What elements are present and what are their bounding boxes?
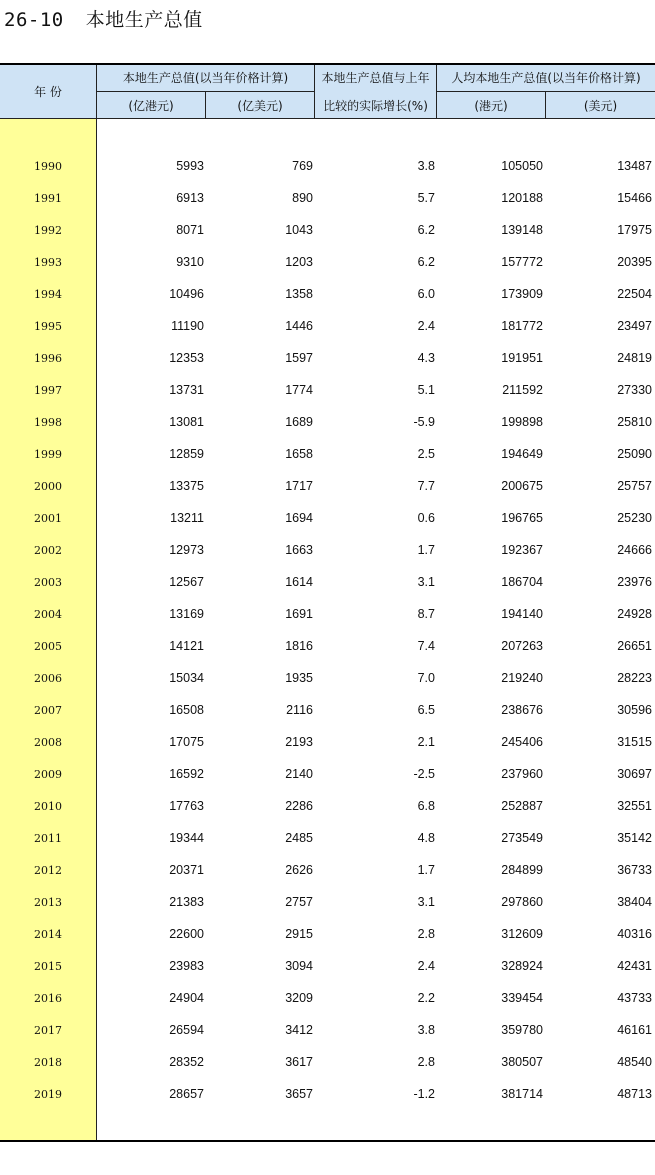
row-year: 1997 — [34, 384, 62, 397]
table-row — [0, 285, 655, 305]
cell-percap-hkd: 273549 — [501, 831, 543, 845]
cell-percap-hkd: 196765 — [501, 511, 543, 525]
cell-growth: -2.5 — [413, 767, 435, 781]
cell-growth: 6.8 — [417, 799, 435, 813]
table-title: 本地生产总值 — [85, 9, 203, 31]
row-year: 1994 — [34, 288, 62, 301]
cell-percap-usd: 25230 — [617, 511, 652, 525]
cell-percap-usd: 13487 — [617, 159, 652, 173]
cell-percap-usd: 42431 — [617, 959, 652, 973]
table-row — [0, 957, 655, 977]
cell-growth: 5.7 — [417, 191, 435, 205]
header-growth-line2: 比较的实际增长(%) — [323, 98, 428, 113]
cell-gdp-usd: 1358 — [285, 287, 313, 301]
cell-gdp-usd: 2193 — [285, 735, 313, 749]
row-year: 1990 — [34, 160, 62, 173]
cell-percap-hkd: 237960 — [501, 767, 543, 781]
cell-gdp-hkd: 12859 — [169, 447, 204, 461]
cell-percap-hkd: 339454 — [501, 991, 543, 1005]
cell-growth: 1.7 — [417, 863, 435, 877]
cell-growth: -1.2 — [413, 1087, 435, 1101]
cell-gdp-usd: 769 — [292, 159, 313, 173]
header-gdp-group: 本地生产总值(以当年价格计算) — [122, 71, 289, 85]
cell-percap-hkd: 252887 — [501, 799, 543, 813]
table-row — [0, 349, 655, 369]
cell-percap-hkd: 312609 — [501, 927, 543, 941]
table-row — [0, 733, 655, 753]
cell-gdp-usd: 1691 — [285, 607, 313, 621]
cell-percap-hkd: 297860 — [501, 895, 543, 909]
cell-percap-hkd: 192367 — [501, 543, 543, 557]
cell-growth: 3.8 — [417, 159, 435, 173]
row-year: 2007 — [34, 704, 62, 717]
cell-gdp-usd: 1446 — [285, 319, 313, 333]
cell-gdp-usd: 3094 — [285, 959, 313, 973]
table-row — [0, 381, 655, 401]
cell-gdp-hkd: 8071 — [176, 223, 204, 237]
cell-gdp-hkd: 11190 — [171, 319, 204, 333]
row-year: 2011 — [34, 832, 62, 845]
cell-percap-hkd: 194140 — [501, 607, 543, 621]
cell-growth: 1.7 — [417, 543, 435, 557]
table-row — [0, 1085, 655, 1105]
table-row — [0, 157, 655, 177]
cell-growth: 0.6 — [417, 511, 435, 525]
cell-percap-usd: 32551 — [617, 799, 652, 813]
cell-gdp-hkd: 13169 — [169, 607, 204, 621]
cell-gdp-usd: 2757 — [285, 895, 313, 909]
cell-percap-usd: 38404 — [617, 895, 652, 909]
cell-growth: 4.3 — [417, 351, 435, 365]
cell-gdp-hkd: 13375 — [169, 479, 204, 493]
table-row — [0, 445, 655, 465]
row-year: 2009 — [34, 768, 62, 781]
header-percap-hkd-unit: (港元) — [474, 98, 508, 113]
cell-percap-hkd: 191951 — [501, 351, 543, 365]
cell-growth: 7.7 — [417, 479, 435, 493]
table-row — [0, 797, 655, 817]
cell-growth: 6.2 — [417, 255, 435, 269]
row-year: 2015 — [34, 960, 62, 973]
cell-percap-hkd: 207263 — [501, 639, 543, 653]
cell-gdp-hkd: 10496 — [169, 287, 204, 301]
table-row — [0, 893, 655, 913]
cell-percap-hkd: 181772 — [501, 319, 543, 333]
header-gdp-usd-unit: (亿美元) — [237, 98, 283, 113]
header-divider — [545, 91, 546, 118]
cell-growth: 2.4 — [417, 959, 435, 973]
cell-growth: 2.5 — [417, 447, 435, 461]
cell-gdp-hkd: 16592 — [169, 767, 204, 781]
cell-percap-hkd: 238676 — [501, 703, 543, 717]
table-row — [0, 829, 655, 849]
cell-gdp-usd: 1774 — [285, 383, 313, 397]
cell-gdp-usd: 3412 — [285, 1023, 313, 1037]
row-year: 2003 — [34, 576, 62, 589]
row-year: 1993 — [34, 256, 62, 269]
row-year: 1999 — [34, 448, 62, 461]
row-year: 2001 — [34, 512, 62, 525]
header-gdp-hkd-unit: (亿港元) — [128, 98, 174, 113]
cell-gdp-hkd: 5993 — [176, 159, 204, 173]
cell-percap-usd: 31515 — [617, 735, 652, 749]
page-title — [4, 5, 203, 32]
cell-percap-usd: 30596 — [617, 703, 652, 717]
cell-percap-usd: 15466 — [617, 191, 652, 205]
cell-gdp-hkd: 15034 — [169, 671, 204, 685]
cell-gdp-usd: 1658 — [285, 447, 313, 461]
cell-gdp-hkd: 14121 — [169, 639, 204, 653]
cell-percap-hkd: 120188 — [501, 191, 543, 205]
table-number: 26-10 — [4, 9, 64, 31]
cell-percap-hkd: 359780 — [501, 1023, 543, 1037]
cell-percap-usd: 40316 — [617, 927, 652, 941]
cell-gdp-usd: 1203 — [285, 255, 313, 269]
table-row — [0, 861, 655, 881]
table-row — [0, 1053, 655, 1073]
table-row — [0, 317, 655, 337]
cell-gdp-usd: 2116 — [286, 703, 313, 717]
table-row — [0, 925, 655, 945]
row-year: 2017 — [34, 1024, 62, 1037]
cell-gdp-usd: 1816 — [285, 639, 313, 653]
cell-percap-usd: 27330 — [617, 383, 652, 397]
row-year: 2005 — [34, 640, 62, 653]
cell-gdp-usd: 1663 — [285, 543, 313, 557]
cell-percap-usd: 25090 — [617, 447, 652, 461]
cell-gdp-hkd: 21383 — [169, 895, 204, 909]
cell-percap-usd: 23976 — [617, 575, 652, 589]
cell-percap-usd: 35142 — [617, 831, 652, 845]
cell-gdp-hkd: 17763 — [169, 799, 204, 813]
row-year: 1995 — [34, 320, 62, 333]
cell-gdp-hkd: 20371 — [169, 863, 204, 877]
header-divider — [314, 65, 315, 118]
cell-percap-hkd: 245406 — [501, 735, 543, 749]
header-growth-line1: 本地生产总值与上年 — [321, 71, 430, 85]
cell-growth: 5.1 — [417, 383, 435, 397]
cell-growth: 3.1 — [417, 895, 435, 909]
cell-percap-hkd: 139148 — [501, 223, 543, 237]
cell-percap-hkd: 381714 — [501, 1087, 543, 1101]
row-year: 2002 — [34, 544, 62, 557]
cell-growth: 3.1 — [417, 575, 435, 589]
cell-gdp-usd: 3657 — [285, 1087, 313, 1101]
header-year: 年 份 — [34, 85, 62, 99]
cell-percap-usd: 25757 — [617, 479, 652, 493]
table-row — [0, 253, 655, 273]
cell-percap-usd: 24666 — [617, 543, 652, 557]
cell-gdp-usd: 890 — [292, 191, 313, 205]
row-year: 2006 — [34, 672, 62, 685]
cell-growth: 6.5 — [417, 703, 435, 717]
table-row — [0, 477, 655, 497]
cell-gdp-hkd: 28657 — [169, 1087, 204, 1101]
cell-growth: 2.8 — [417, 1055, 435, 1069]
cell-gdp-hkd: 16508 — [169, 703, 204, 717]
cell-percap-hkd: 173909 — [501, 287, 543, 301]
cell-percap-usd: 28223 — [617, 671, 652, 685]
cell-gdp-hkd: 9310 — [176, 255, 204, 269]
cell-percap-usd: 17975 — [617, 223, 652, 237]
row-year: 1992 — [34, 224, 62, 237]
cell-growth: 7.0 — [417, 671, 435, 685]
cell-gdp-usd: 1717 — [285, 479, 313, 493]
cell-growth: 8.7 — [417, 607, 435, 621]
table-bottom-rule — [0, 1140, 655, 1142]
cell-gdp-hkd: 12353 — [169, 351, 204, 365]
cell-gdp-usd: 2140 — [285, 767, 313, 781]
cell-gdp-hkd: 13081 — [169, 415, 204, 429]
cell-gdp-hkd: 23983 — [169, 959, 204, 973]
cell-gdp-hkd: 12973 — [169, 543, 204, 557]
cell-growth: 7.4 — [417, 639, 435, 653]
cell-gdp-usd: 1614 — [285, 575, 313, 589]
cell-percap-usd: 23497 — [617, 319, 652, 333]
cell-gdp-usd: 1689 — [285, 415, 313, 429]
cell-percap-usd: 24819 — [617, 351, 652, 365]
cell-percap-usd: 48713 — [617, 1087, 652, 1101]
cell-percap-usd: 48540 — [617, 1055, 652, 1069]
cell-percap-hkd: 157772 — [501, 255, 543, 269]
cell-gdp-hkd: 26594 — [169, 1023, 204, 1037]
cell-gdp-hkd: 22600 — [169, 927, 204, 941]
table-row — [0, 989, 655, 1009]
cell-growth: 4.8 — [417, 831, 435, 845]
row-year: 2000 — [34, 480, 62, 493]
cell-gdp-hkd: 6913 — [176, 191, 204, 205]
table-row — [0, 541, 655, 561]
cell-growth: 6.2 — [417, 223, 435, 237]
cell-growth: 2.8 — [417, 927, 435, 941]
table-row — [0, 701, 655, 721]
cell-percap-hkd: 105050 — [501, 159, 543, 173]
header-percap-usd-unit: (美元) — [583, 98, 618, 113]
cell-percap-hkd: 380507 — [501, 1055, 543, 1069]
cell-percap-hkd: 211592 — [502, 383, 543, 397]
row-year: 2010 — [34, 800, 62, 813]
cell-gdp-usd: 2915 — [285, 927, 313, 941]
header-divider — [436, 65, 437, 118]
table-row — [0, 509, 655, 529]
cell-gdp-usd: 3617 — [285, 1055, 313, 1069]
cell-gdp-usd: 1043 — [285, 223, 313, 237]
cell-gdp-hkd: 19344 — [169, 831, 204, 845]
cell-gdp-usd: 1597 — [285, 351, 313, 365]
cell-percap-hkd: 284899 — [501, 863, 543, 877]
cell-percap-usd: 24928 — [617, 607, 652, 621]
cell-percap-usd: 25810 — [617, 415, 652, 429]
row-year: 2004 — [34, 608, 62, 621]
cell-growth: 2.2 — [417, 991, 435, 1005]
cell-growth: 2.4 — [417, 319, 435, 333]
header-percap-group: 人均本地生产总值(以当年价格计算) — [451, 71, 641, 85]
cell-gdp-hkd: 12567 — [169, 575, 204, 589]
table-row — [0, 189, 655, 209]
cell-percap-usd: 26651 — [617, 639, 652, 653]
cell-percap-hkd: 200675 — [501, 479, 543, 493]
cell-percap-usd: 30697 — [617, 767, 652, 781]
row-year: 2018 — [34, 1056, 62, 1069]
table-row — [0, 637, 655, 657]
cell-percap-usd: 20395 — [617, 255, 652, 269]
cell-gdp-usd: 1935 — [285, 671, 313, 685]
cell-gdp-usd: 2286 — [285, 799, 313, 813]
row-year: 2019 — [34, 1088, 62, 1101]
cell-gdp-usd: 2626 — [285, 863, 313, 877]
cell-gdp-usd: 1694 — [285, 511, 313, 525]
cell-percap-hkd: 194649 — [501, 447, 543, 461]
table-row — [0, 573, 655, 593]
cell-percap-hkd: 219240 — [501, 671, 543, 685]
row-year: 2008 — [34, 736, 62, 749]
table-row — [0, 669, 655, 689]
table-row — [0, 605, 655, 625]
cell-percap-usd: 36733 — [617, 863, 652, 877]
cell-percap-usd: 43733 — [617, 991, 652, 1005]
cell-gdp-hkd: 13211 — [170, 511, 204, 525]
cell-gdp-hkd: 28352 — [169, 1055, 204, 1069]
row-year: 1998 — [34, 416, 62, 429]
cell-percap-hkd: 199898 — [501, 415, 543, 429]
row-year: 1996 — [34, 352, 62, 365]
row-year: 2012 — [34, 864, 62, 877]
cell-growth: -5.9 — [413, 415, 435, 429]
table-header — [0, 65, 655, 119]
cell-percap-hkd: 328924 — [501, 959, 543, 973]
row-year: 2013 — [34, 896, 62, 909]
cell-percap-hkd: 186704 — [501, 575, 543, 589]
cell-percap-usd: 22504 — [617, 287, 652, 301]
cell-growth: 2.1 — [417, 735, 435, 749]
header-bottom-rule — [0, 118, 655, 119]
table-row — [0, 1021, 655, 1041]
cell-gdp-usd: 3209 — [285, 991, 313, 1005]
cell-gdp-hkd: 17075 — [169, 735, 204, 749]
row-year: 2016 — [34, 992, 62, 1005]
header-divider — [205, 91, 206, 118]
table-row — [0, 765, 655, 785]
table-row — [0, 221, 655, 241]
cell-gdp-hkd: 24904 — [169, 991, 204, 1005]
row-year: 2014 — [34, 928, 62, 941]
header-divider — [437, 91, 655, 92]
cell-percap-usd: 46161 — [617, 1023, 652, 1037]
cell-growth: 6.0 — [417, 287, 435, 301]
table-row — [0, 413, 655, 433]
cell-gdp-usd: 2485 — [285, 831, 313, 845]
row-year: 1991 — [34, 192, 62, 205]
cell-growth: 3.8 — [417, 1023, 435, 1037]
cell-gdp-hkd: 13731 — [169, 383, 204, 397]
